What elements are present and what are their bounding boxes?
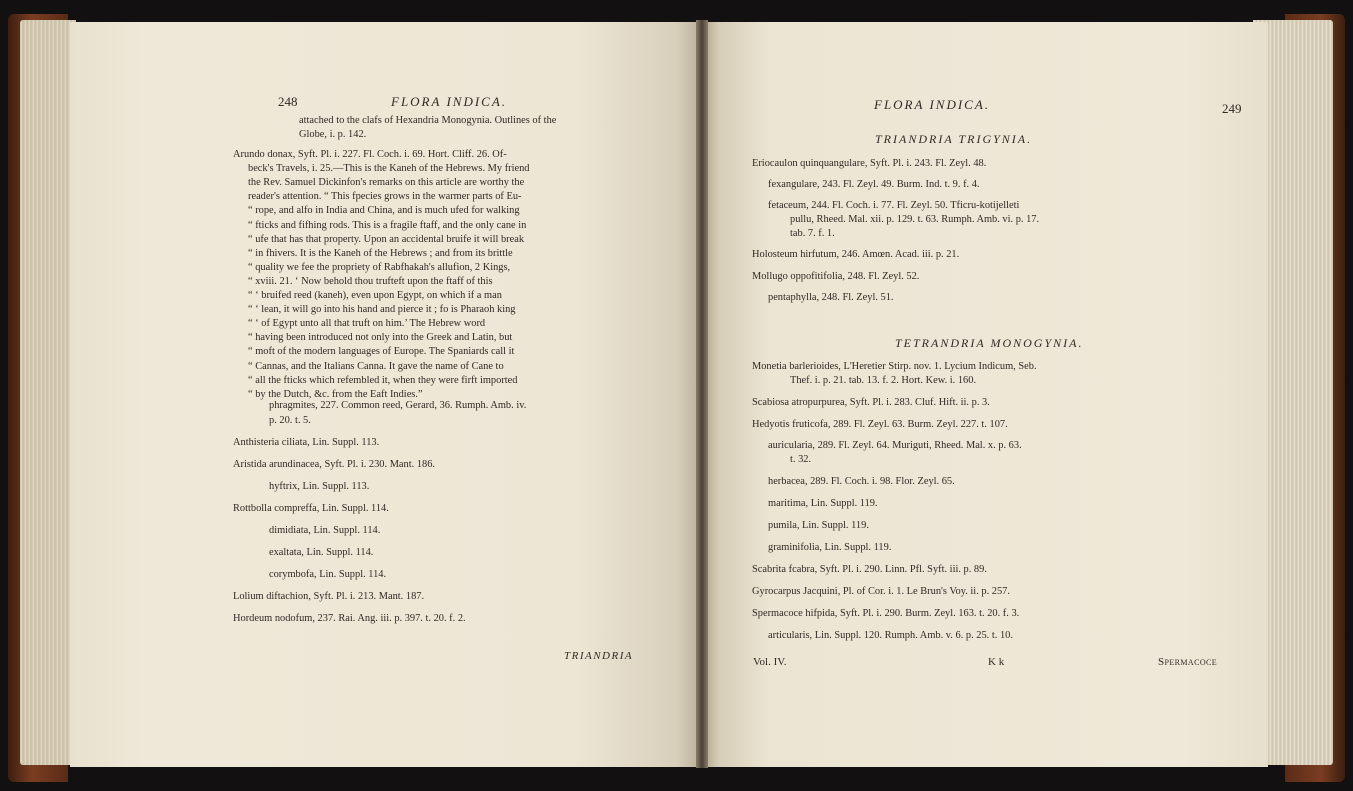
text-line: “ fticks and fifhing rods. This is a fragile ftaff, and the only cane in — [248, 219, 527, 231]
text-line: pentaphylla, 248. Fl. Zeyl. 51. — [768, 292, 894, 303]
text-line: “ having been introduced not only into the Greek and Latin, but — [248, 332, 513, 344]
text-line: fexangulare, 243. Fl. Zeyl. 49. Burm. Ind. t. 9. f. 4. — [768, 179, 980, 190]
text-line: “ ‘ bruifed reed (kaneh), even upon Egypt, on which if a man — [248, 290, 502, 301]
text-line: hyftrix, Lin. Suppl. 113. — [269, 481, 370, 492]
text-line: Eriocaulon quinquangulare, Syft. Pl. i. 243. Fl. Zeyl. 48. — [752, 158, 987, 169]
text-line: pumila, Lin. Suppl. 119. — [768, 520, 869, 531]
text-line: Mollugo oppofitifolia, 248. Fl. Zeyl. 52. — [752, 271, 920, 282]
text-line: Rottbolla compreffa, Lin. Suppl. 114. — [233, 503, 389, 514]
text-line: “ ufe that has that property. Upon an accidental bruife it will break — [248, 233, 525, 245]
text-line: “ xviii. 21. ‘ Now behold thou trufteft upon the ftaff of this — [248, 275, 493, 287]
text-line: pullu, Rheed. Mal. xii. p. 129. t. 63. Rumph. Amb. vi. p. 17. — [790, 214, 1040, 225]
text-line: “ in fhivers. It is the Kaneh of the Hebrews ; and from its brittle — [248, 247, 513, 259]
section-heading: TETRANDRIA MONOGYNIA. — [895, 336, 1084, 350]
text-line: Holosteum hirfutum, 246. Amœn. Acad. iii. p. 21. — [752, 249, 960, 260]
text-line: phragmites, 227. Common reed, Gerard, 36. Rumph. Amb. iv. — [269, 400, 527, 411]
running-head: FLORA INDICA. — [874, 97, 991, 112]
text-line: p. 20. t. 5. — [269, 415, 311, 426]
left-page — [70, 22, 702, 767]
text-line: auricularia, 289. Fl. Zeyl. 64. Muriguti, Rheed. Mal. x. p. 63. — [768, 440, 1022, 451]
text-line: Aristida arundinacea, Syft. Pl. i. 230. Mant. 186. — [233, 459, 436, 470]
text-line: corymbofa, Lin. Suppl. 114. — [269, 569, 387, 580]
section-heading: TRIANDRIA TRIGYNIA. — [875, 132, 1033, 146]
right-page — [702, 22, 1268, 767]
text-line: Hedyotis fruticofa, 289. Fl. Zeyl. 63. Burm. Zeyl. 227. t. 107. — [752, 419, 1008, 430]
text-line: Arundo donax, Syft. Pl. i. 227. Fl. Coch. i. 69. Hort. Cliff. 26. Of- — [233, 149, 507, 160]
text-line: Thef. i. p. 21. tab. 13. f. 2. Hort. Kew. i. 160. — [790, 375, 977, 386]
text-line: “ all the fticks which refembled it, when they were firft imported — [248, 374, 518, 386]
text-line: tab. 7. f. 1. — [790, 228, 835, 239]
catchword: TRIANDRIA — [564, 650, 634, 662]
text-line: Monetia barlerioides, L'Heretier Stirp. nov. 1. Lycium Indicum, Seb. — [752, 361, 1037, 372]
page-edges-left — [20, 20, 76, 765]
text-line: attached to the clafs of Hexandria Monogynia. Outlines of the — [299, 115, 557, 126]
text-line: articularis, Lin. Suppl. 120. Rumph. Amb. v. 6. p. 25. t. 10. — [768, 630, 1013, 641]
text-line: reader's attention. “ This fpecies grows in the warmer parts of Eu- — [248, 191, 522, 203]
text-line: Hordeum nodofum, 237. Rai. Ang. iii. p. 397. t. 20. f. 2. — [233, 613, 466, 624]
text-line: “ ‘ lean, it will go into his hand and pierce it ; fo is Pharaoh king — [248, 304, 516, 316]
signature-mark: K k — [988, 656, 1005, 668]
text-line: Lolium diftachion, Syft. Pl. i. 213. Mant. 187. — [233, 591, 425, 602]
text-line: fetaceum, 244. Fl. Coch. i. 77. Fl. Zeyl. 50. Tficru-kotijelleti — [768, 200, 1020, 211]
text-line: exaltata, Lin. Suppl. 114. — [269, 547, 374, 558]
text-line: “ quality we fee the propriety of Rabfhakah's allufion, 2 Kings, — [248, 261, 511, 273]
volume-number: Vol. IV. — [753, 656, 787, 668]
text-line: Scabrita fcabra, Syft. Pl. i. 290. Linn. Pfl. Syft. iii. p. 89. — [752, 564, 987, 575]
text-line: Scabiosa atropurpurea, Syft. Pl. i. 283. Cluf. Hift. ii. p. 3. — [752, 397, 990, 408]
text-line: herbacea, 289. Fl. Coch. i. 98. Flor. Zeyl. 65. — [768, 476, 955, 487]
text-line: maritima, Lin. Suppl. 119. — [768, 498, 878, 509]
text-line: t. 32. — [790, 454, 812, 465]
text-line: Anthisteria ciliata, Lin. Suppl. 113. — [233, 437, 380, 448]
text-line: “ ‘ of Egypt unto all that truft on him.’ The Hebrew word — [248, 318, 486, 330]
text-line: beck's Travels, i. 25.—This is the Kaneh of the Hebrews. My friend — [248, 163, 530, 175]
page-number: 248 — [278, 94, 298, 109]
catchword: Spermacoce — [1158, 656, 1218, 668]
book-gutter — [696, 20, 708, 768]
text-line: dimidiata, Lin. Suppl. 114. — [269, 525, 381, 536]
running-head: FLORA INDICA. — [391, 94, 508, 109]
text-line: “ rope, and alfo in India and China, and is much ufed for walking — [248, 205, 520, 217]
text-line: “ moft of the modern languages of Europe. The Spaniards call it — [248, 346, 515, 358]
text-line: graminifolia, Lin. Suppl. 119. — [768, 542, 892, 553]
page-number: 249 — [1222, 101, 1242, 116]
text-line: Globe, i. p. 142. — [299, 129, 367, 140]
text-line: “ Cannas, and the Italians Canna. It gave the name of Cane to — [248, 360, 504, 372]
text-line: “ by the Dutch, &c. from the Eaft Indies.” — [248, 388, 423, 400]
text-line: Gyrocarpus Jacquini, Pl. of Cor. i. 1. Le Brun's Voy. ii. p. 257. — [752, 586, 1010, 597]
text-line: the Rev. Samuel Dickinfon's remarks on this article are worthy the — [248, 177, 525, 189]
text-line: Spermacoce hifpida, Syft. Pl. i. 290. Burm. Zeyl. 163. t. 20. f. 3. — [752, 608, 1020, 619]
